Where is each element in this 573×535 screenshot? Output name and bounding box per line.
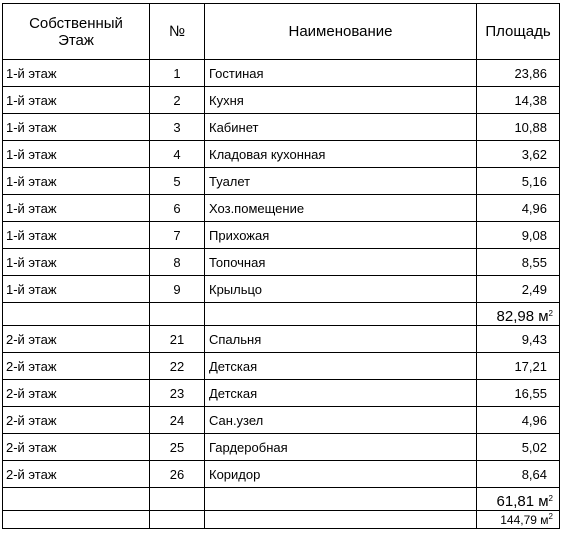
header-area: Площадь [477, 4, 560, 60]
number-cell: 2 [150, 87, 205, 114]
floor-cell: 1-й этаж [3, 87, 150, 114]
empty-cell [205, 511, 477, 529]
empty-cell [3, 488, 150, 511]
number-cell: 21 [150, 326, 205, 353]
area-cell: 14,38 [477, 87, 560, 114]
name-cell: Кладовая кухонная [205, 141, 477, 168]
grand-total-row [3, 511, 560, 529]
area-cell: 9,43 [477, 326, 560, 353]
number-cell: 25 [150, 434, 205, 461]
name-cell: Гардеробная [205, 434, 477, 461]
floor-cell: 1-й этаж [3, 195, 150, 222]
number-cell: 3 [150, 114, 205, 141]
floor-cell: 2-й этаж [3, 326, 150, 353]
empty-cell [3, 303, 150, 326]
table-row [3, 60, 560, 87]
name-cell: Коридор [205, 461, 477, 488]
floor-cell: 2-й этаж [3, 434, 150, 461]
floor-cell: 1-й этаж [3, 222, 150, 249]
floor2-subtotal-row [3, 488, 560, 511]
table-row [3, 353, 560, 380]
header-floor: Собственный Этаж [3, 4, 150, 60]
empty-cell [3, 511, 150, 529]
number-cell: 8 [150, 249, 205, 276]
area-cell: 4,96 [477, 195, 560, 222]
area-cell: 3,62 [477, 141, 560, 168]
table-row [3, 461, 560, 488]
name-cell: Детская [205, 353, 477, 380]
area-cell: 9,08 [477, 222, 560, 249]
floor-cell: 1-й этаж [3, 141, 150, 168]
name-cell: Хоз.помещение [205, 195, 477, 222]
area-cell: 23,86 [477, 60, 560, 87]
empty-cell [150, 511, 205, 529]
table-row [3, 434, 560, 461]
name-cell: Спальня [205, 326, 477, 353]
floor2-subtotal: 61,81 $м^2$ [477, 488, 560, 511]
floor1-subtotal-row [3, 303, 560, 326]
number-cell: 7 [150, 222, 205, 249]
number-cell: 23 [150, 380, 205, 407]
table-row [3, 168, 560, 195]
area-cell: 16,55 [477, 380, 560, 407]
table-header-row [3, 4, 560, 60]
table-row [3, 407, 560, 434]
area-cell: 8,64 [477, 461, 560, 488]
empty-cell [150, 303, 205, 326]
floor-cell: 2-й этаж [3, 353, 150, 380]
area-cell: 2,49 [477, 276, 560, 303]
number-cell: 6 [150, 195, 205, 222]
floor-cell: 2-й этаж [3, 407, 150, 434]
name-cell: Гостиная [205, 60, 477, 87]
area-cell: 5,02 [477, 434, 560, 461]
empty-cell [205, 303, 477, 326]
name-cell: Кухня [205, 87, 477, 114]
empty-cell [205, 488, 477, 511]
name-cell: Детская [205, 380, 477, 407]
table-row [3, 141, 560, 168]
table-row [3, 326, 560, 353]
table-row [3, 87, 560, 114]
name-cell: Кабинет [205, 114, 477, 141]
number-cell: 4 [150, 141, 205, 168]
area-cell: 4,96 [477, 407, 560, 434]
table-row [3, 195, 560, 222]
floor-cell: 2-й этаж [3, 461, 150, 488]
name-cell: Туалет [205, 168, 477, 195]
room-area-table [2, 3, 560, 529]
floor-cell: 1-й этаж [3, 168, 150, 195]
area-cell: 8,55 [477, 249, 560, 276]
name-cell: Топочная [205, 249, 477, 276]
table-row [3, 222, 560, 249]
table-row [3, 380, 560, 407]
number-cell: 1 [150, 60, 205, 87]
name-cell: Сан.узел [205, 407, 477, 434]
number-cell: 26 [150, 461, 205, 488]
number-cell: 24 [150, 407, 205, 434]
name-cell: Прихожая [205, 222, 477, 249]
header-number: № [150, 4, 205, 60]
floor-cell: 1-й этаж [3, 249, 150, 276]
grand-total: 144,79 $м^2$ [477, 511, 560, 529]
number-cell: 5 [150, 168, 205, 195]
area-cell: 5,16 [477, 168, 560, 195]
floor-cell: 2-й этаж [3, 380, 150, 407]
empty-cell [150, 488, 205, 511]
floor-cell: 1-й этаж [3, 114, 150, 141]
area-cell: 17,21 [477, 353, 560, 380]
floor1-subtotal: 82,98 $м^2$ [477, 303, 560, 326]
header-name: Наименование [205, 4, 477, 60]
table-row [3, 114, 560, 141]
floor-cell: 1-й этаж [3, 60, 150, 87]
table-row [3, 249, 560, 276]
number-cell: 9 [150, 276, 205, 303]
name-cell: Крыльцо [205, 276, 477, 303]
floor-cell: 1-й этаж [3, 276, 150, 303]
table-row [3, 276, 560, 303]
number-cell: 22 [150, 353, 205, 380]
area-cell: 10,88 [477, 114, 560, 141]
